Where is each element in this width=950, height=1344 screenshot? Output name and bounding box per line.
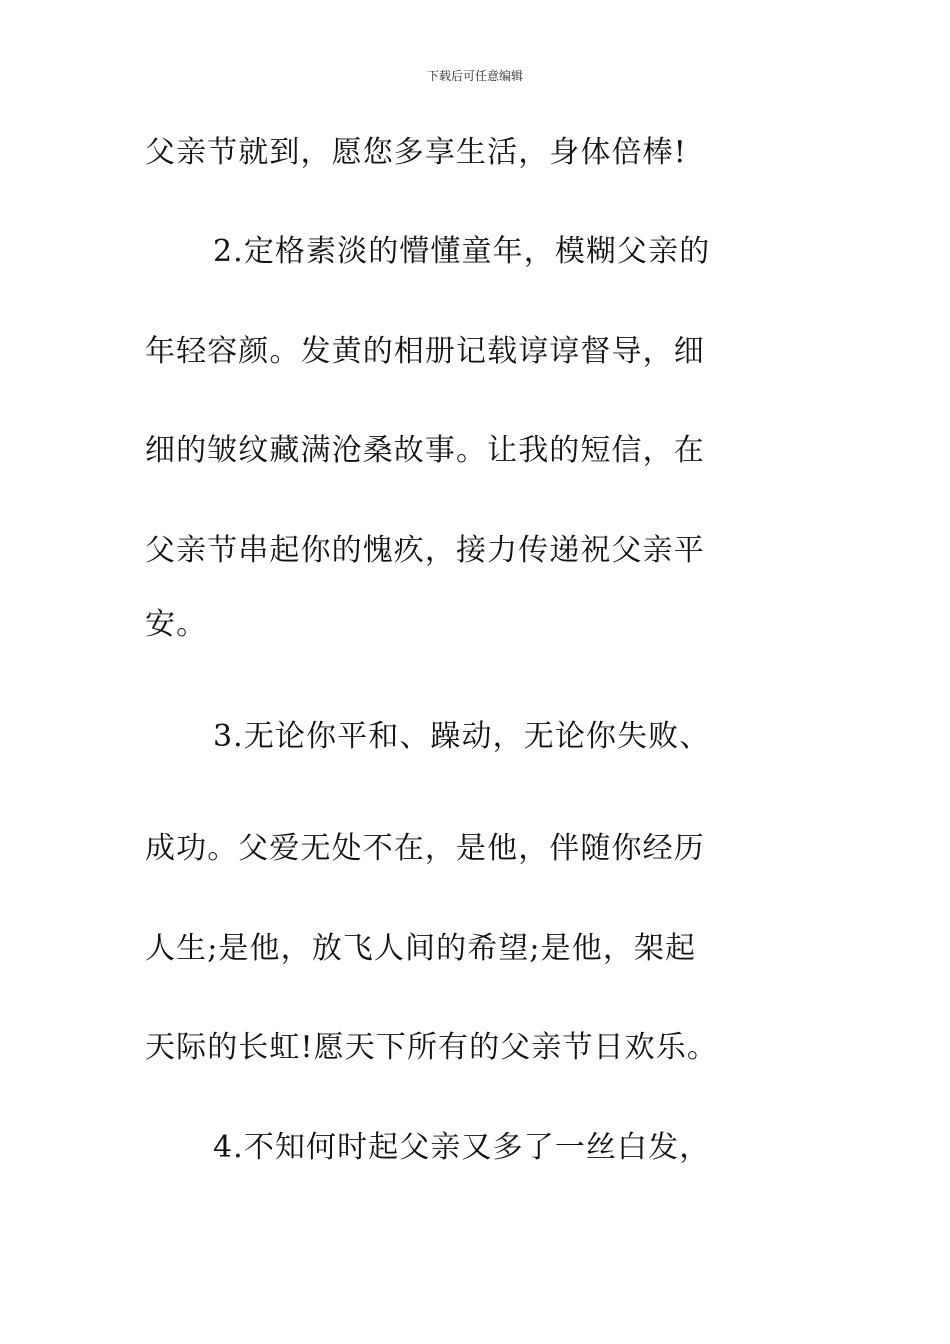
text-line: 年轻容颜。发黄的相册记载谆谆督导，细 [145, 334, 705, 369]
text-line: 人生;是他，放飞人间的希望;是他，架起 [145, 931, 697, 966]
text-line: 父亲节就到，愿您多享生活，身体倍棒! [145, 135, 687, 170]
page-header: 下载后可任意编辑 [426, 69, 523, 83]
text-line: 父亲节串起你的愧疚，接力传递祝父亲平 [145, 533, 705, 568]
paragraph-2-start: 2.定格素淡的懵懂童年，模糊父亲的 [213, 234, 711, 269]
text-line: 安。 [145, 607, 208, 642]
paragraph-4-start: 4.不知何时起父亲又多了一丝白发， [213, 1130, 711, 1165]
paragraph-3-start: 3.无论你平和、躁动，无论你失败、 [213, 719, 711, 754]
text-line: 细的皱纹藏满沧桑故事。让我的短信，在 [145, 433, 705, 468]
text-line: 天际的长虹!愿天下所有的父亲节日欢乐。 [145, 1030, 718, 1065]
text-line: 成功。父爱无处不在，是他，伴随你经历 [145, 831, 705, 866]
